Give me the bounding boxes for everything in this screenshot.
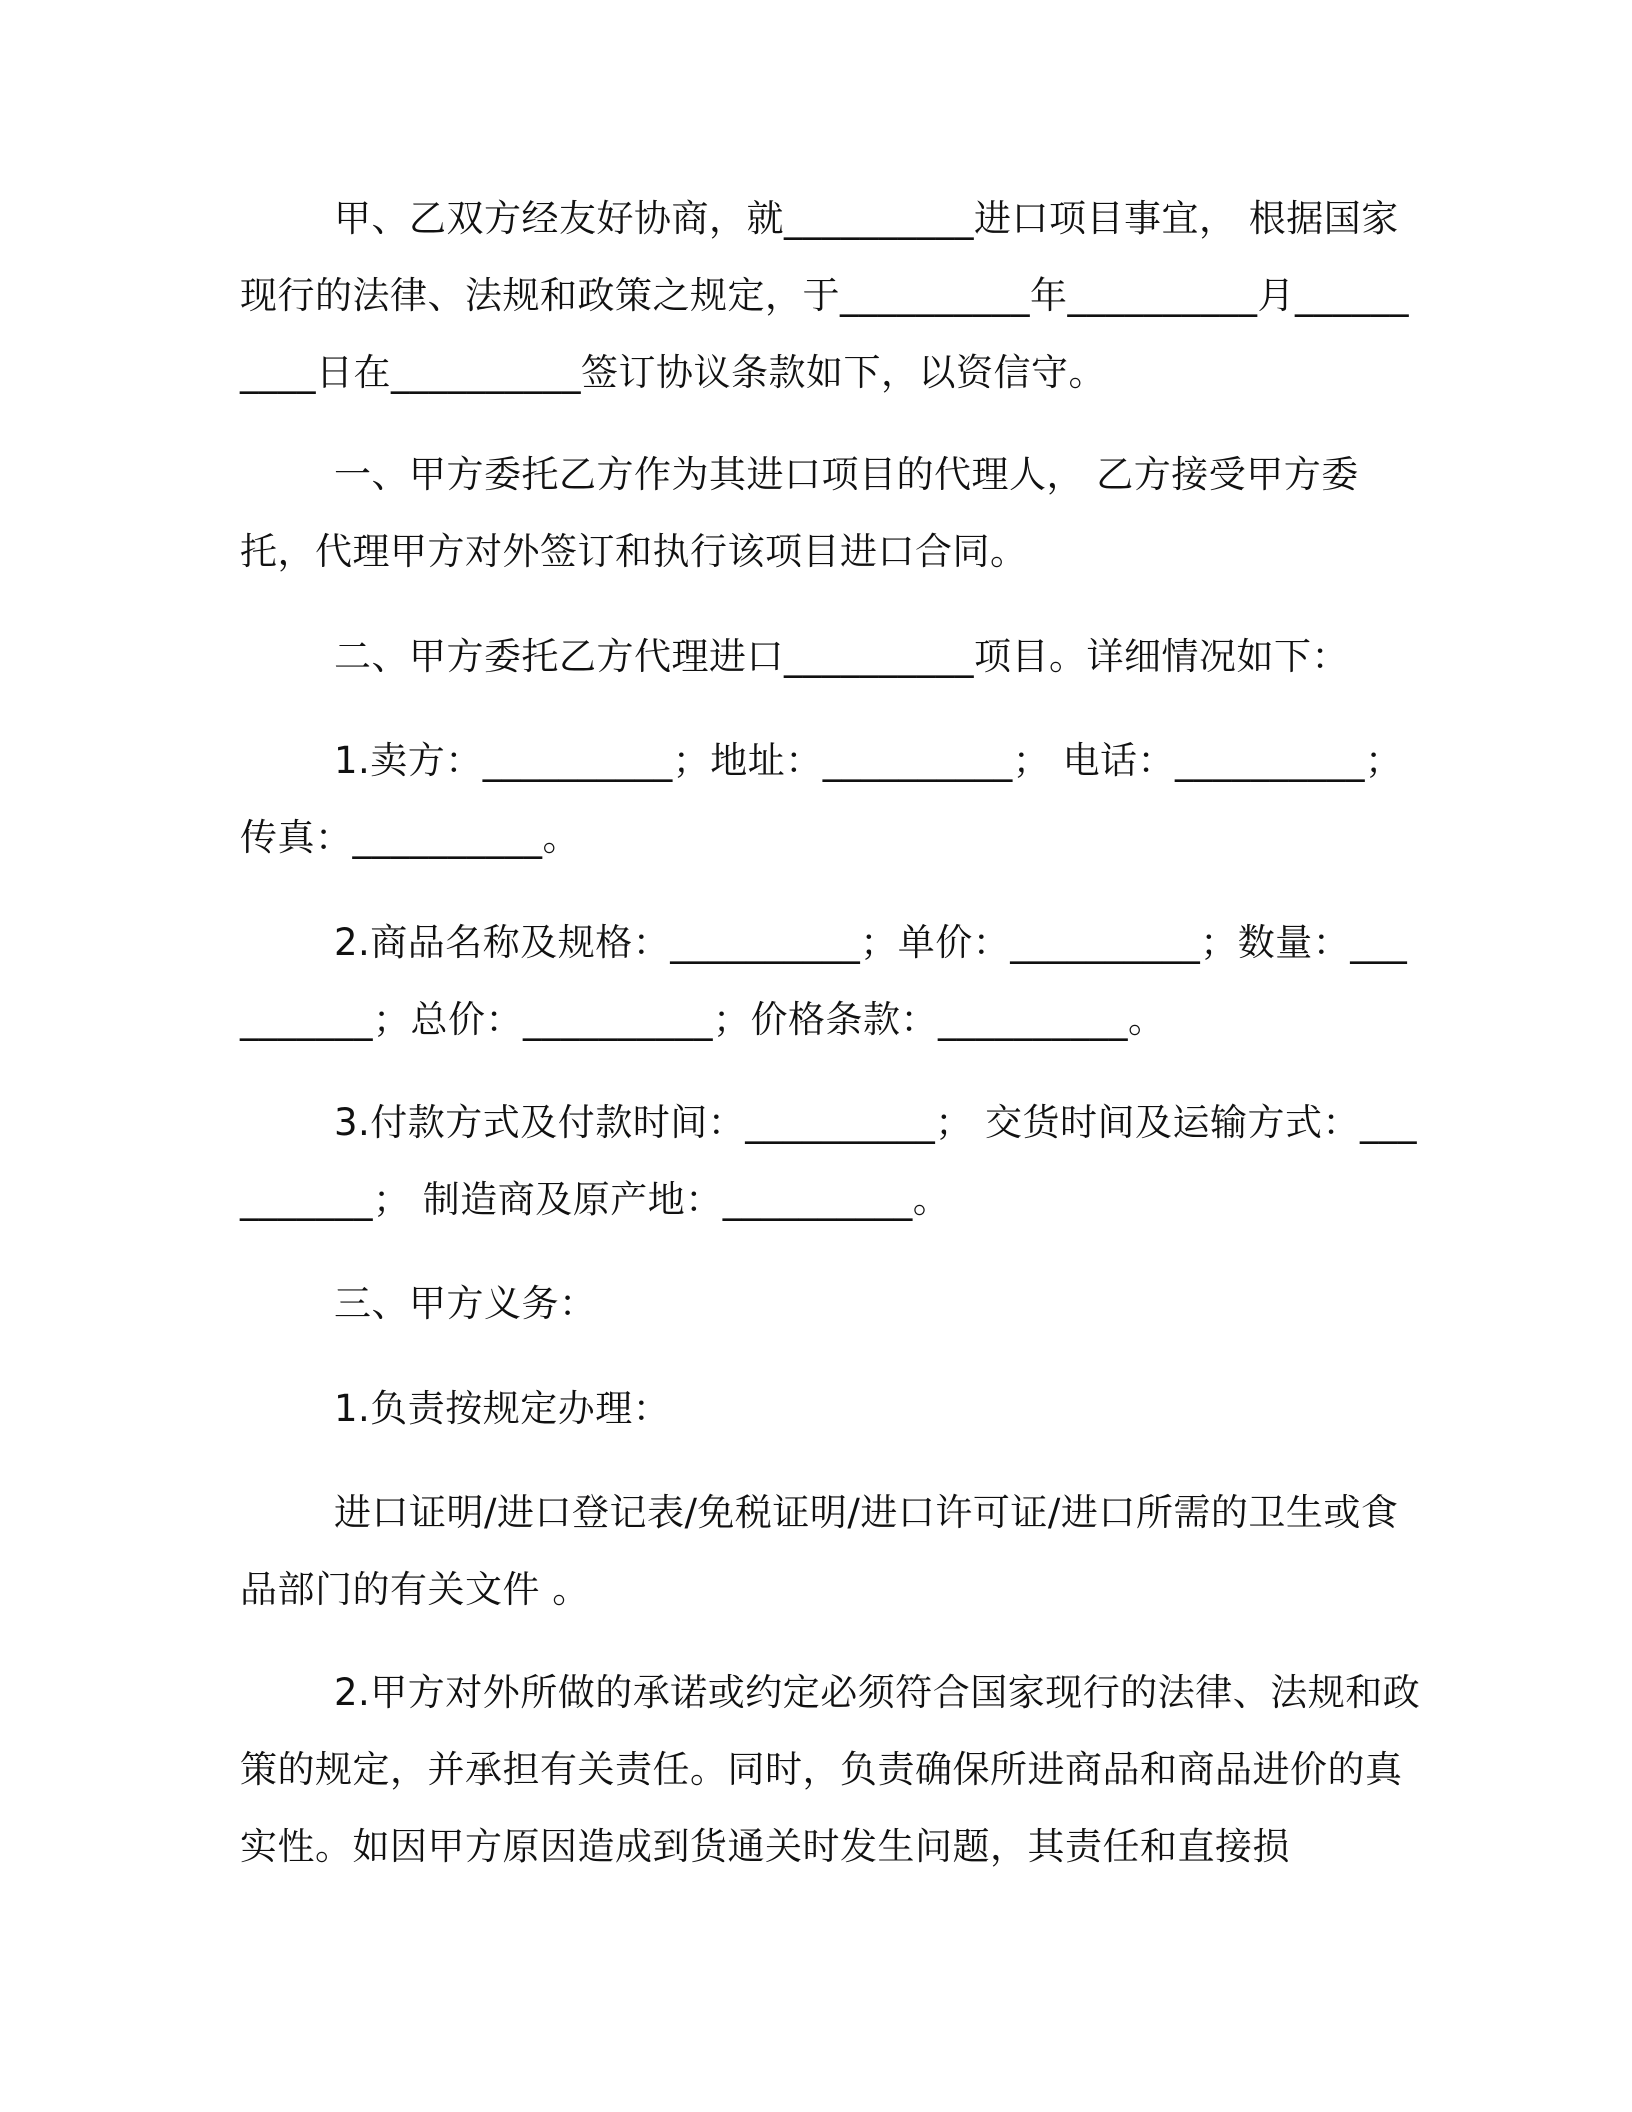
paragraph-clause-1: 一、甲方委托乙方作为其进口项目的代理人， 乙方接受甲方委托，代理甲方对外签订和执行该项目进口合同。 — [240, 453, 1359, 573]
paragraph-seller-info: 1.卖方：__________；地址：__________； 电话：__________；传真：__________。 — [240, 739, 1403, 859]
paragraph-payment-info: 3.付款方式及付款时间：__________； 交货时间及运输方式：__________； 制造商及原产地：__________。 — [240, 1101, 1418, 1221]
paragraph-import-documents: 进口证明/进口登记表/免税证明/进口许可证/进口所需的卫生或食品部门的有关文件 。 — [240, 1491, 1399, 1611]
paragraph-goods-info: 2.商品名称及规格：__________；单价：__________；数量：__________；总价：__________；价格条款：__________。 — [240, 921, 1408, 1041]
paragraph-obligation-2: 2.甲方对外所做的承诺或约定必须符合国家现行的法律、法规和政策的规定，并承担有关责任。同时，负责确保所进商品和商品进价的真实性。如因甲方原因造成到货通关时发生问题，其责任和直接损 — [240, 1671, 1421, 1868]
paragraph-obligation-1: 1.负责按规定办理： — [334, 1387, 671, 1430]
section-heading-party-a-obligations: 三、甲方义务： — [334, 1282, 597, 1325]
paragraph-intro: 甲、乙双方经友好协商，就__________进口项目事宜， 根据国家现行的法律、法规和政策之规定，于__________年__________月__________日在__________签订协议条款如下，以资信守。 — [240, 197, 1409, 394]
paragraph-clause-2: 二、甲方委托乙方代理进口__________项目。详细情况如下： — [334, 635, 1349, 678]
